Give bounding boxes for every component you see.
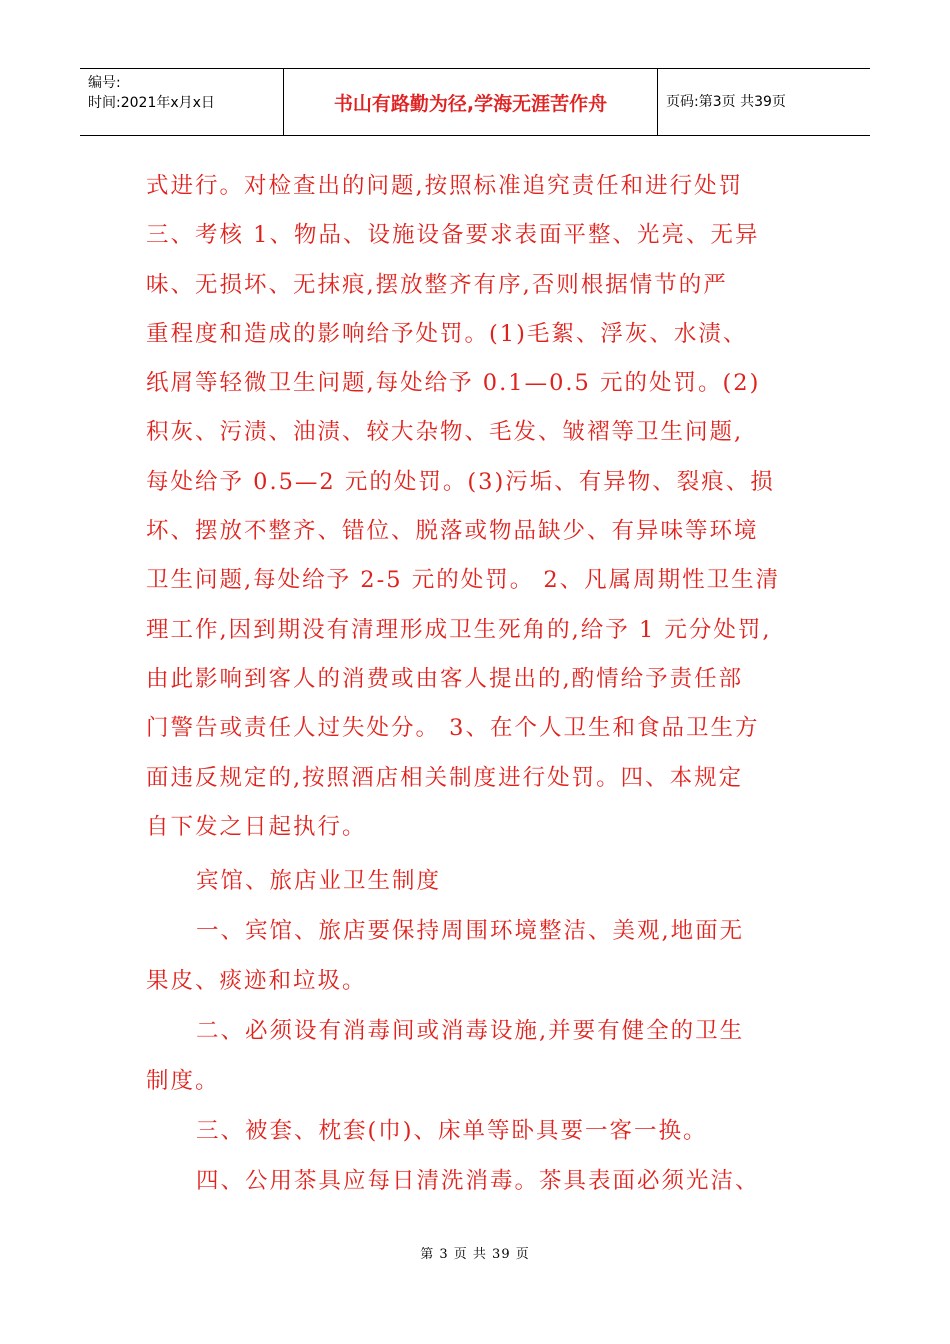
- paragraph-2-line-1: 二、必须设有消毒间或消毒设施,并要有健全的卫生: [196, 1018, 745, 1045]
- page-info: 页码:第3页 共39页: [666, 94, 786, 110]
- body-line: 每处给予 0.5—2 元的处罚。(3)污垢、有异物、裂痕、损: [146, 468, 775, 495]
- body-line: 三、考核 1、物品、设施设备要求表面平整、光亮、无异: [146, 222, 760, 249]
- body-line: 由此影响到客人的消费或由客人提出的,酌情给予责任部: [146, 665, 744, 692]
- body-line: 式进行。对检查出的问题,按照标准追究责任和进行处罚: [146, 173, 744, 199]
- body-line: 门警告或责任人过失处分。 3、在个人卫生和食品卫生方: [146, 715, 760, 742]
- body-line: 味、无损坏、无抹痕,摆放整齐有序,否则根据情节的严: [146, 271, 728, 298]
- body-line: 积灰、污渍、油渍、较大杂物、毛发、皱褶等卫生问题,: [146, 419, 744, 446]
- header-motto-cell: [283, 69, 658, 135]
- motto: 书山有路勤为径,学海无涯苦作舟: [333, 92, 608, 115]
- body-line: 坏、摆放不整齐、错位、脱落或物品缺少、有异味等环境: [146, 518, 759, 545]
- body-line: 自下发之日起执行。: [146, 813, 367, 840]
- time-label: 时间:2021年x月x日: [88, 95, 215, 111]
- number-label: 编号:: [88, 75, 121, 91]
- paragraph-1-line-1: 一、宾馆、旅店要保持周围环境整洁、美观,地面无: [196, 918, 745, 945]
- page-footer: 第 3 页 共 39 页: [420, 1247, 530, 1262]
- document-body: [146, 162, 816, 1206]
- header-meta: [80, 69, 283, 135]
- body-line: 重程度和造成的影响给予处罚。(1)毛絮、浮灰、水渍、: [146, 320, 748, 347]
- body-line: 纸屑等轻微卫生问题,每处给予 0.1—0.5 元的处罚。(2): [146, 370, 761, 397]
- body-line: 卫生问题,每处给予 2-5 元的处罚。 2、凡属周期性卫生清: [146, 567, 781, 594]
- body-line: 面违反规定的,按照酒店相关制度进行处罚。四、本规定: [146, 764, 744, 791]
- paragraph-3-line-1: 三、被套、枕套(巾)、床单等卧具要一客一换。: [196, 1118, 708, 1145]
- paragraph-1-line-2: 果皮、痰迹和垃圾。: [146, 968, 367, 995]
- section-title: 宾馆、旅店业卫生制度: [196, 868, 442, 895]
- header-page-cell: [658, 69, 870, 135]
- paragraph-4-line-1: 四、公用茶具应每日清洗消毒。茶具表面必须光洁、: [196, 1168, 760, 1195]
- body-line: 理工作,因到期没有清理形成卫生死角的,给予 1 元分处罚,: [146, 616, 772, 643]
- paragraph-2-line-2: 制度。: [146, 1068, 220, 1095]
- document-header: [80, 68, 870, 136]
